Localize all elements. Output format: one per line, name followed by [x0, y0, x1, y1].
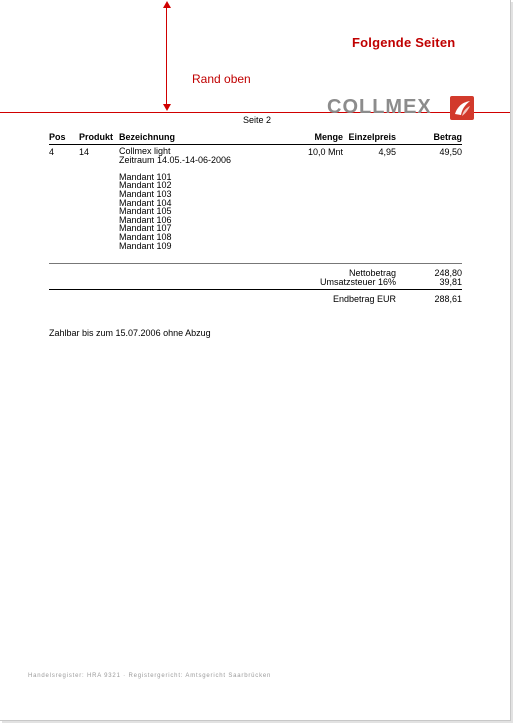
netto-value: 248,80	[434, 268, 462, 278]
mandant-line: Mandant 103	[119, 188, 172, 199]
collmex-logo-icon	[450, 96, 474, 120]
mandant-line: Mandant 102	[119, 180, 172, 191]
mandant-line: Mandant 108	[119, 231, 172, 242]
mandant-line: Mandant 109	[119, 240, 172, 251]
header-produkt: Produkt	[79, 132, 114, 142]
annotation-margin-label: Rand oben	[192, 72, 251, 86]
mandant-line: Mandant 106	[119, 214, 172, 225]
endbetrag-label: Endbetrag EUR	[332, 294, 396, 304]
row-einzelpreis: 4,95	[378, 147, 396, 157]
arrow-down-icon	[163, 104, 171, 111]
payment-terms: Zahlbar bis zum 15.07.2006 ohne Abzug	[49, 328, 211, 338]
arrow-up-icon	[163, 1, 171, 8]
mandant-line: Mandant 107	[119, 223, 172, 234]
row-betrag: 49,50	[439, 147, 462, 157]
margin-arrow-line	[166, 6, 167, 108]
totals-divider	[49, 289, 462, 290]
top-margin-line	[0, 112, 510, 113]
table-bottom-divider	[49, 263, 462, 264]
row-bezeichnung	[119, 147, 231, 250]
page-number: Seite 2	[243, 115, 272, 125]
netto-label: Nettobetrag	[348, 268, 396, 278]
mandant-line: Mandant 101	[119, 171, 172, 182]
company-logo-text: COLLMEX	[327, 96, 432, 118]
header-menge: Menge	[314, 132, 343, 142]
bezeichnung-line: Collmex light	[119, 146, 171, 156]
ust-value: 39,81	[439, 277, 462, 287]
header-einzelpreis: Einzelpreis	[348, 132, 396, 142]
header-betrag: Betrag	[433, 132, 462, 142]
mandant-line: Mandant 105	[119, 206, 172, 217]
endbetrag-value: 288,61	[434, 294, 462, 304]
row-pos: 4	[49, 147, 55, 157]
bezeichnung-line: Zeitraum 14.05.-14-06-2006	[119, 154, 232, 165]
mandant-line: Mandant 104	[119, 197, 172, 208]
header-pos: Pos	[49, 132, 66, 142]
ust-label: Umsatzsteuer 16%	[319, 277, 396, 287]
annotation-title: Folgende Seiten	[352, 35, 456, 50]
header-divider	[49, 144, 462, 145]
row-menge: 10,0 Mnt	[307, 147, 343, 157]
footer-register-info: Handelsregister: HRA 9321 · Registergericht: Amtsgericht Saarbrücken	[28, 673, 272, 679]
header-bezeichnung: Bezeichnung	[119, 132, 176, 142]
row-produkt: 14	[79, 147, 90, 157]
